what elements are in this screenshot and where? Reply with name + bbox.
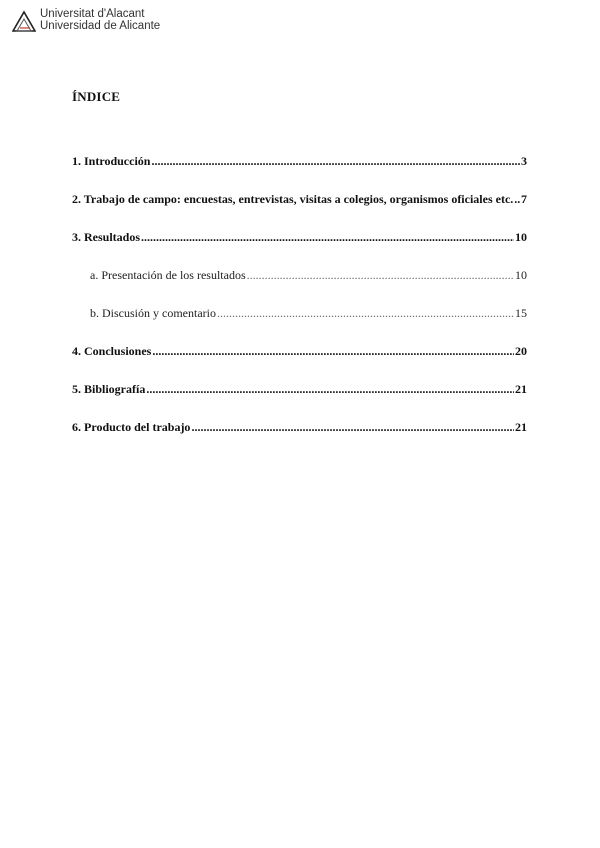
university-name-spanish: Universidad de Alicante [40,20,161,32]
university-logo-icon [12,9,36,33]
page-title: ÍNDICE [72,89,121,104]
toc-entry-conclusiones[interactable] [72,343,527,381]
toc-entry-page: 3 [521,154,527,168]
toc-dot-leader [146,381,514,397]
toc-entry-trabajo-de-campo[interactable] [72,191,527,229]
toc-entry-label: 2. Trabajo de campo: encuestas, entrevistas, visitas a colegios, organismos oficiales etc. [72,192,514,206]
toc-entry-label: 5. Bibliografía [72,382,146,396]
toc-entry-label: a. Presentación de los resultados [90,268,246,282]
toc-entry-page: 15 [515,306,527,320]
toc-dot-leader [191,419,514,435]
toc-entry-page: 10 [515,230,527,244]
toc-entry-presentacion-resultados[interactable] [72,267,527,305]
toc-entry-label: 6. Producto del trabajo [72,420,191,434]
toc-entry-bibliografia[interactable] [72,381,527,419]
university-names [40,8,160,32]
toc-entry-label: 1. Introducción [72,154,151,168]
university-name-valencian: Universitat d'Alacant [40,8,145,20]
toc-entry-page: 21 [515,382,527,396]
toc-dot-leader [247,267,514,283]
toc-entry-label: 4. Conclusiones [72,344,152,358]
toc-entry-discusion-comentario[interactable] [72,305,527,343]
toc-dot-leader [217,305,514,321]
toc-entry-page: 7 [521,192,527,206]
toc-dot-leader [141,229,514,245]
toc-dot-leader [151,153,520,169]
toc-entry-introduccion[interactable] [72,153,527,191]
toc-dot-leader [152,343,514,359]
toc-entry-resultados[interactable] [72,229,527,267]
toc-entry-label: b. Discusión y comentario [90,306,216,320]
university-header [12,8,160,33]
toc-entry-page: 10 [515,268,527,282]
toc-entry-page: 21 [515,420,527,434]
toc-entry-producto-trabajo[interactable] [72,419,527,457]
toc-entry-page: 20 [515,344,527,358]
toc-entry-label: 3. Resultados [72,230,141,244]
toc-dot-leader [514,191,520,207]
table-of-contents [72,153,527,457]
